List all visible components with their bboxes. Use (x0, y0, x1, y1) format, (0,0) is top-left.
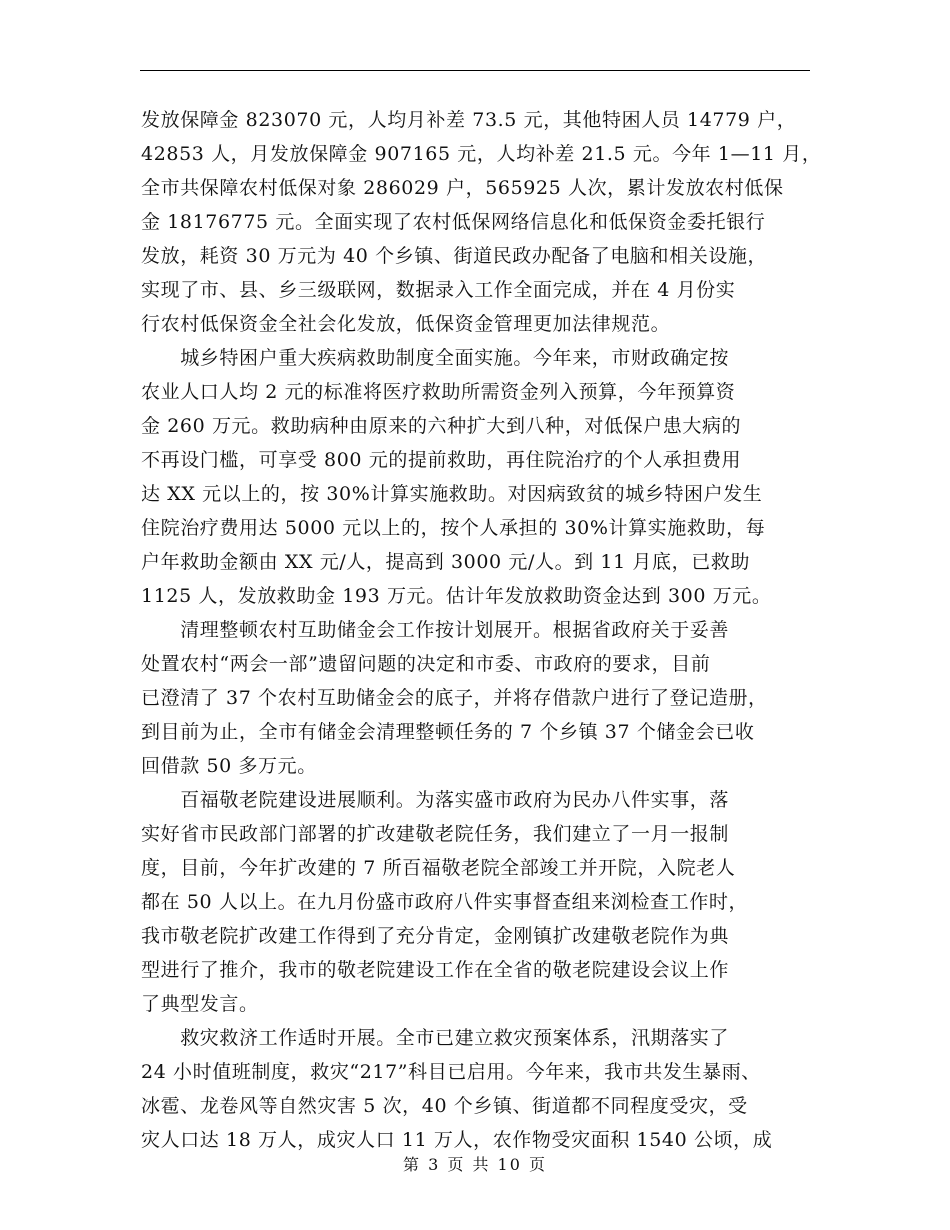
text-line: 达 XX 元以上的，按 30%计算实施救助。对因病致贫的城乡特困户发生 (141, 483, 763, 505)
text-line: 处置农村“两会一部”遗留问题的决定和市委、市政府的要求，目前 (141, 653, 711, 675)
text-line: 我市敬老院扩改建工作得到了充分肯定，金刚镇扩改建敬老院作为典 (141, 925, 730, 947)
text-line: 24 小时值班制度，救灾“217”科目已启用。今年来，我市共发生暴雨、 (141, 1061, 761, 1083)
text-line: 实好省市民政部门部署的扩改建敬老院任务，我们建立了一月一报制 (141, 823, 730, 845)
header-rule (140, 70, 810, 71)
text-line: 回借款 50 多万元。 (141, 755, 317, 777)
text-line: 度，目前，今年扩改建的 7 所百福敬老院全部竣工并开院，入院老人 (141, 857, 736, 879)
text-line: 42853 人，月发放保障金 907165 元，人均补差 21.5 元。今年 1—11 月， (141, 143, 822, 165)
paragraph-start-line: 城乡特困户重大疾病救助制度全面实施。今年来，市财政确定按 (141, 347, 730, 369)
text-line: 金 18176775 元。全面实现了农村低保网络信息化和低保资金委托银行 (141, 211, 766, 233)
text-line: 型进行了推介，我市的敬老院建设工作在全省的敬老院建设会议上作 (141, 959, 730, 981)
text-line: 户年救助金额由 XX 元/人，提高到 3000 元/人。到 11 月底，已救助 (141, 551, 751, 573)
text-line: 灾人口达 18 万人，成灾人口 11 万人，农作物受灾面积 1540 公顷，成 (141, 1129, 773, 1151)
text-line: 不再设门槛，可享受 800 元的提前救助，再住院治疗的个人承担费用 (141, 449, 742, 471)
document-body (141, 103, 831, 1157)
text-line: 都在 50 人以上。在九月份盛市政府八件实事督查组来浏检查工作时， (141, 891, 749, 913)
text-line: 已澄清了 37 个农村互助储金会的底子，并将存借款户进行了登记造册， (141, 687, 768, 709)
text-line: 发放保障金 823070 元，人均月补差 73.5 元，其他特困人员 14779 户， (141, 109, 797, 131)
text-line: 住院治疗费用达 5000 元以上的，按个人承担的 30%计算实施救助，每 (141, 517, 766, 539)
text-line: 冰雹、龙卷风等自然灾害 5 次，40 个乡镇、街道都不同程度受灾，受 (141, 1095, 748, 1117)
text-line: 全市共保障农村低保对象 286029 户，565925 人次，累计发放农村低保 (141, 177, 784, 199)
page-footer: 第 3 页 共 10 页 (403, 1155, 547, 1174)
paragraph-start-line: 清理整顿农村互助储金会工作按计划展开。根据省政府关于妥善 (141, 619, 730, 641)
text-line: 1125 人，发放救助金 193 万元。估计年发放救助资金达到 300 万元。 (141, 585, 772, 607)
text-line: 金 260 万元。救助病种由原来的六种扩大到八种，对低保户患大病的 (141, 415, 742, 437)
text-line: 了典型发言。 (141, 993, 259, 1015)
paragraph-start-line: 救灾救济工作适时开展。全市已建立救灾预案体系，汛期落实了 (141, 1027, 730, 1049)
text-line: 到目前为止，全市有储金会清理整顿任务的 7 个乡镇 37 个储金会已收 (141, 721, 755, 743)
paragraph-start-line: 百福敬老院建设进展顺利。为落实盛市政府为民办八件实事，落 (141, 789, 730, 811)
text-line: 实现了市、县、乡三级联网，数据录入工作全面完成，并在 4 月份实 (141, 279, 736, 301)
text-line: 发放，耗资 30 万元为 40 个乡镇、街道民政办配备了电脑和相关设施， (141, 245, 768, 267)
text-line: 农业人口人均 2 元的标准将医疗救助所需资金列入预算，今年预算资 (141, 381, 736, 403)
text-line: 行农村低保资金全社会化发放，低保资金管理更加法律规范。 (141, 313, 671, 335)
